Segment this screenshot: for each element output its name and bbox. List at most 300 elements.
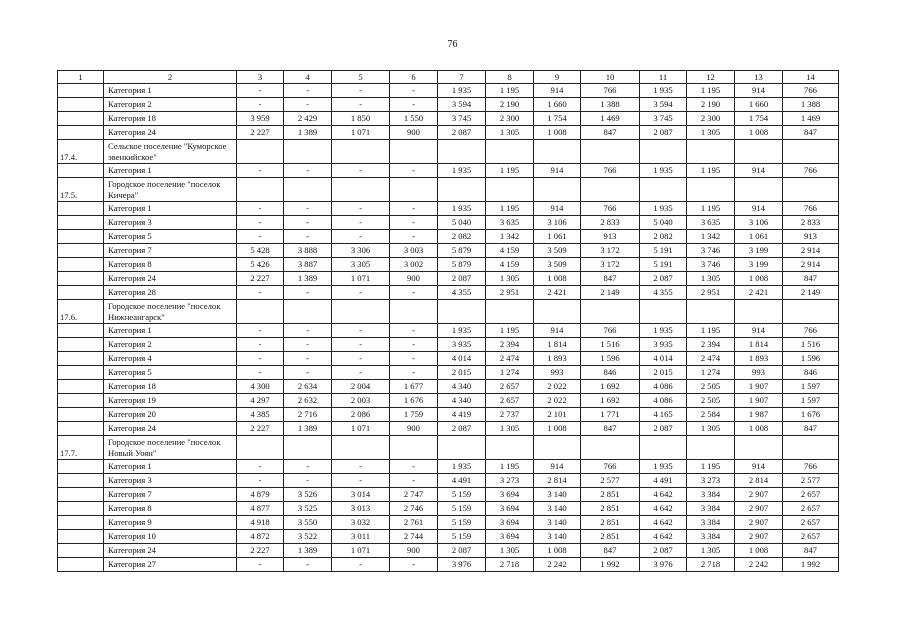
empty-cell (438, 140, 486, 164)
row-code (58, 112, 104, 126)
tariff-value: 2 718 (486, 558, 534, 572)
tariff-value: 1 008 (534, 544, 581, 558)
category-name: Категория 9 (104, 516, 237, 530)
row-code (58, 544, 104, 558)
empty-cell (284, 140, 332, 164)
table-row (58, 272, 839, 286)
tariff-value: 2 394 (687, 338, 735, 352)
table-row (58, 112, 839, 126)
column-header: 8 (486, 71, 534, 84)
tariff-value: 766 (581, 202, 640, 216)
tariff-value: 3 635 (486, 216, 534, 230)
tariff-value: 1 469 (783, 112, 839, 126)
tariff-value: 2 951 (687, 286, 735, 300)
tariff-value: 846 (581, 366, 640, 380)
tariff-value: 766 (581, 164, 640, 178)
category-name: Категория 2 (104, 338, 237, 352)
category-name: Категория 24 (104, 544, 237, 558)
tariff-value: 2 584 (687, 408, 735, 422)
tariff-value: 3 384 (687, 502, 735, 516)
category-name: Категория 20 (104, 408, 237, 422)
tariff-value: - (332, 338, 390, 352)
tariff-value: - (332, 230, 390, 244)
tariff-value: 1 935 (640, 164, 687, 178)
section-row (58, 178, 839, 202)
tariff-value: - (237, 84, 284, 98)
tariff-value: 1 305 (687, 422, 735, 436)
tariff-value: 1 342 (486, 230, 534, 244)
table-row (58, 244, 839, 258)
tariff-value: 3 306 (332, 244, 390, 258)
table-row (58, 324, 839, 338)
tariff-value: - (284, 352, 332, 366)
empty-cell (640, 178, 687, 202)
tariff-value: 3 526 (284, 488, 332, 502)
tariff-value: - (390, 84, 438, 98)
table-row (58, 394, 839, 408)
tariff-value: 2 814 (534, 474, 581, 488)
tariff-value: - (237, 460, 284, 474)
tariff-value: 1 008 (534, 422, 581, 436)
tariff-value: 1 516 (581, 338, 640, 352)
tariff-value: 2 851 (581, 502, 640, 516)
tariff-value: 1 305 (687, 126, 735, 140)
tariff-value: 5 040 (640, 216, 687, 230)
tariff-value: 5 426 (237, 258, 284, 272)
tariff-value: 847 (783, 544, 839, 558)
tariff-value: 1 469 (581, 112, 640, 126)
tariff-value: 2 227 (237, 422, 284, 436)
tariff-value: - (237, 286, 284, 300)
tariff-value: 2 087 (438, 422, 486, 436)
tariff-value: 3 305 (332, 258, 390, 272)
tariff-value: 766 (783, 164, 839, 178)
category-name: Категория 18 (104, 112, 237, 126)
tariff-value: 3 522 (284, 530, 332, 544)
tariff-value: 3 694 (486, 516, 534, 530)
table-header-row (58, 71, 839, 84)
tariff-value: 1 850 (332, 112, 390, 126)
tariff-value: 1 814 (534, 338, 581, 352)
tariff-value: 3 976 (438, 558, 486, 572)
tariff-value: 1 195 (486, 202, 534, 216)
tariff-value: - (237, 352, 284, 366)
tariff-value: - (332, 98, 390, 112)
row-code (58, 352, 104, 366)
row-code (58, 216, 104, 230)
tariff-value: 2 914 (783, 258, 839, 272)
column-header: 11 (640, 71, 687, 84)
tariff-value: - (237, 474, 284, 488)
table-row (58, 366, 839, 380)
tariff-value: 2 761 (390, 516, 438, 530)
tariff-value: - (332, 324, 390, 338)
empty-cell (284, 300, 332, 324)
tariff-value: 3 273 (687, 474, 735, 488)
tariff-value: 993 (735, 366, 783, 380)
tariff-value: 4 014 (640, 352, 687, 366)
tariff-value: 3 509 (534, 244, 581, 258)
row-code (58, 488, 104, 502)
tariff-value: 2 657 (783, 502, 839, 516)
tariff-value: 3 273 (486, 474, 534, 488)
empty-cell (581, 436, 640, 460)
tariff-value: 3 014 (332, 488, 390, 502)
table-row (58, 516, 839, 530)
table-row (58, 352, 839, 366)
tariff-value: 2 657 (783, 530, 839, 544)
tariff-value: 3 525 (284, 502, 332, 516)
empty-cell (687, 178, 735, 202)
tariff-value: 2 746 (390, 502, 438, 516)
tariff-value: 3 140 (534, 530, 581, 544)
tariff-value: 1 759 (390, 408, 438, 422)
table-row (58, 84, 839, 98)
column-header: 13 (735, 71, 783, 84)
tariff-value: 914 (735, 460, 783, 474)
tariff-value: 2 087 (438, 126, 486, 140)
tariff-value: 5 040 (438, 216, 486, 230)
tariff-value: 1 389 (284, 544, 332, 558)
tariff-value: 914 (534, 84, 581, 98)
tariff-value: - (284, 98, 332, 112)
tariff-value: 1 061 (534, 230, 581, 244)
tariff-value: 2 505 (687, 394, 735, 408)
tariff-value: - (284, 216, 332, 230)
tariff-value: 914 (735, 164, 783, 178)
category-name: Категория 1 (104, 202, 237, 216)
table-row (58, 126, 839, 140)
tariff-value: 2 657 (783, 488, 839, 502)
category-name: Категория 8 (104, 258, 237, 272)
tariff-value: 3 509 (534, 258, 581, 272)
category-name: Категория 24 (104, 272, 237, 286)
tariff-value: 900 (390, 544, 438, 558)
empty-cell (640, 140, 687, 164)
tariff-value: 1 935 (438, 202, 486, 216)
tariff-value: 2 657 (486, 394, 534, 408)
tariff-value: 1 754 (735, 112, 783, 126)
empty-cell (640, 300, 687, 324)
category-name: Категория 3 (104, 474, 237, 488)
tariff-value: 847 (581, 422, 640, 436)
category-name: Категория 7 (104, 244, 237, 258)
tariff-value: 1 987 (735, 408, 783, 422)
tariff-value: 1 935 (438, 164, 486, 178)
tariff-value: 1 008 (735, 126, 783, 140)
tariff-value: - (390, 352, 438, 366)
tariff-value: 3 745 (438, 112, 486, 126)
tariff-value: 5 879 (438, 244, 486, 258)
tariff-value: 4 385 (237, 408, 284, 422)
tariff-value: 1 008 (534, 126, 581, 140)
tariff-table (57, 70, 839, 572)
table-row (58, 258, 839, 272)
category-name: Категория 3 (104, 216, 237, 230)
tariff-value: 4 918 (237, 516, 284, 530)
row-code (58, 394, 104, 408)
tariff-value: 1 389 (284, 422, 332, 436)
tariff-value: 3 594 (640, 98, 687, 112)
row-code: 17.6. (58, 300, 104, 324)
empty-cell (438, 436, 486, 460)
column-header: 14 (783, 71, 839, 84)
tariff-value: - (284, 164, 332, 178)
tariff-value: 1 274 (687, 366, 735, 380)
tariff-value: 1 305 (687, 272, 735, 286)
tariff-value: - (284, 286, 332, 300)
tariff-value: 1 935 (640, 460, 687, 474)
empty-cell (735, 436, 783, 460)
tariff-value: 900 (390, 422, 438, 436)
category-name: Категория 5 (104, 366, 237, 380)
tariff-value: 4 159 (486, 258, 534, 272)
tariff-value: 3 935 (640, 338, 687, 352)
tariff-value: 1 071 (332, 272, 390, 286)
tariff-value: 1 596 (783, 352, 839, 366)
tariff-value: 766 (581, 324, 640, 338)
tariff-value: 1 907 (735, 380, 783, 394)
tariff-value: - (284, 366, 332, 380)
category-name: Категория 1 (104, 460, 237, 474)
category-name: Категория 8 (104, 502, 237, 516)
tariff-value: 1 388 (783, 98, 839, 112)
empty-cell (332, 436, 390, 460)
tariff-value: 913 (783, 230, 839, 244)
tariff-value: 1 596 (581, 352, 640, 366)
empty-cell (390, 300, 438, 324)
tariff-value: 2 190 (486, 98, 534, 112)
category-name: Категория 7 (104, 488, 237, 502)
table-row (58, 422, 839, 436)
empty-cell (783, 178, 839, 202)
tariff-value: - (284, 202, 332, 216)
tariff-value: 3 976 (640, 558, 687, 572)
tariff-value: 1 008 (735, 422, 783, 436)
empty-cell (486, 178, 534, 202)
empty-cell (332, 140, 390, 164)
tariff-value: 3 013 (332, 502, 390, 516)
column-header: 10 (581, 71, 640, 84)
tariff-value: 3 032 (332, 516, 390, 530)
tariff-value: 2 242 (735, 558, 783, 572)
row-code (58, 530, 104, 544)
tariff-value: 3 140 (534, 516, 581, 530)
tariff-value: - (390, 98, 438, 112)
row-code (58, 558, 104, 572)
tariff-value: 2 015 (640, 366, 687, 380)
column-header: 2 (104, 71, 237, 84)
tariff-value: 1 676 (390, 394, 438, 408)
tariff-value: 900 (390, 126, 438, 140)
tariff-value: 1 893 (735, 352, 783, 366)
tariff-value: - (332, 558, 390, 572)
tariff-value: 1 935 (438, 324, 486, 338)
section-title: Сельское поселение "Куморское эвенкийское" (104, 140, 237, 164)
tariff-value: 2 101 (534, 408, 581, 422)
tariff-value: 2 421 (735, 286, 783, 300)
row-code (58, 422, 104, 436)
tariff-value: - (390, 366, 438, 380)
tariff-value: 1 195 (486, 164, 534, 178)
empty-cell (332, 178, 390, 202)
category-name: Категория 24 (104, 422, 237, 436)
empty-cell (687, 300, 735, 324)
table-row (58, 558, 839, 572)
tariff-value: - (390, 460, 438, 474)
tariff-value: 766 (783, 84, 839, 98)
tariff-value: 3 635 (687, 216, 735, 230)
table-row (58, 286, 839, 300)
row-code (58, 272, 104, 286)
tariff-value: 914 (534, 324, 581, 338)
tariff-value: 1 676 (783, 408, 839, 422)
tariff-value: - (284, 324, 332, 338)
empty-cell (687, 140, 735, 164)
tariff-value: - (332, 84, 390, 98)
column-header: 9 (534, 71, 581, 84)
tariff-value: - (390, 324, 438, 338)
tariff-value: 993 (534, 366, 581, 380)
tariff-value: - (332, 164, 390, 178)
tariff-value: 4 014 (438, 352, 486, 366)
row-code (58, 126, 104, 140)
tariff-value: 914 (735, 202, 783, 216)
table-row (58, 338, 839, 352)
table-row (58, 474, 839, 488)
empty-cell (237, 436, 284, 460)
tariff-value: 847 (581, 126, 640, 140)
tariff-value: 1 305 (486, 126, 534, 140)
tariff-value: 5 159 (438, 530, 486, 544)
category-name: Категория 24 (104, 126, 237, 140)
tariff-value: 847 (783, 272, 839, 286)
empty-cell (687, 436, 735, 460)
tariff-value: 2 577 (581, 474, 640, 488)
empty-cell (534, 178, 581, 202)
tariff-value: 1 305 (486, 272, 534, 286)
tariff-value: 2 300 (486, 112, 534, 126)
tariff-value: 1 071 (332, 422, 390, 436)
tariff-value: - (332, 460, 390, 474)
tariff-value: - (237, 164, 284, 178)
table-row (58, 502, 839, 516)
empty-cell (581, 140, 640, 164)
tariff-value: 2 087 (640, 126, 687, 140)
tariff-value: 2 851 (581, 516, 640, 530)
tariff-value: 2 227 (237, 126, 284, 140)
tariff-value: 4 642 (640, 530, 687, 544)
empty-cell (534, 140, 581, 164)
tariff-value: 2 634 (284, 380, 332, 394)
tariff-value: 3 140 (534, 502, 581, 516)
tariff-value: 2 087 (438, 272, 486, 286)
empty-cell (735, 140, 783, 164)
tariff-value: 2 744 (390, 530, 438, 544)
tariff-value: 766 (783, 202, 839, 216)
table-row (58, 216, 839, 230)
tariff-value: 1 305 (687, 544, 735, 558)
tariff-value: - (390, 558, 438, 572)
tariff-value: - (390, 230, 438, 244)
tariff-value: 1 550 (390, 112, 438, 126)
tariff-value: 3 384 (687, 530, 735, 544)
tariff-value: 2 087 (640, 272, 687, 286)
tariff-value: 3 003 (390, 244, 438, 258)
tariff-value: 4 642 (640, 502, 687, 516)
tariff-value: 2 082 (640, 230, 687, 244)
empty-cell (237, 140, 284, 164)
tariff-value: 4 491 (438, 474, 486, 488)
tariff-value: 2 149 (581, 286, 640, 300)
tariff-value: 1 814 (735, 338, 783, 352)
tariff-value: 2 657 (486, 380, 534, 394)
tariff-value: 2 087 (438, 544, 486, 558)
tariff-value: 2 082 (438, 230, 486, 244)
table-row (58, 408, 839, 422)
tariff-value: 2 429 (284, 112, 332, 126)
tariff-value: - (390, 216, 438, 230)
table-row (58, 488, 839, 502)
empty-cell (237, 300, 284, 324)
empty-cell (486, 436, 534, 460)
tariff-value: 3 888 (284, 244, 332, 258)
tariff-value: 1 935 (640, 84, 687, 98)
tariff-value: 4 165 (640, 408, 687, 422)
row-code (58, 408, 104, 422)
table-row (58, 202, 839, 216)
tariff-value: 1 660 (534, 98, 581, 112)
empty-cell (390, 178, 438, 202)
tariff-value: 1 195 (486, 84, 534, 98)
tariff-value: 4 355 (640, 286, 687, 300)
column-header: 7 (438, 71, 486, 84)
tariff-value: 4 300 (237, 380, 284, 394)
empty-cell (581, 300, 640, 324)
row-code (58, 338, 104, 352)
tariff-value: 2 851 (581, 530, 640, 544)
tariff-value: - (390, 164, 438, 178)
tariff-value: 1 389 (284, 126, 332, 140)
empty-cell (390, 140, 438, 164)
tariff-value: 4 340 (438, 394, 486, 408)
section-title: Городское поселение "поселок Нижнеангарск" (104, 300, 237, 324)
tariff-value: 1 274 (486, 366, 534, 380)
tariff-value: 1 071 (332, 126, 390, 140)
table-row (58, 460, 839, 474)
category-name: Категория 10 (104, 530, 237, 544)
tariff-value: 1 195 (687, 324, 735, 338)
tariff-value: - (237, 558, 284, 572)
row-code (58, 230, 104, 244)
section-title: Городское поселение "поселок Кичера" (104, 178, 237, 202)
tariff-value: 1 389 (284, 272, 332, 286)
tariff-value: 4 086 (640, 380, 687, 394)
tariff-value: 2 394 (486, 338, 534, 352)
tariff-value: 1 071 (332, 544, 390, 558)
row-code (58, 258, 104, 272)
column-header: 12 (687, 71, 735, 84)
table-row (58, 380, 839, 394)
tariff-value: 2 227 (237, 272, 284, 286)
tariff-value: 1 305 (486, 544, 534, 558)
row-code (58, 84, 104, 98)
tariff-value: 900 (390, 272, 438, 286)
tariff-value: 3 594 (438, 98, 486, 112)
empty-cell (332, 300, 390, 324)
tariff-value: 2 657 (783, 516, 839, 530)
section-row (58, 436, 839, 460)
